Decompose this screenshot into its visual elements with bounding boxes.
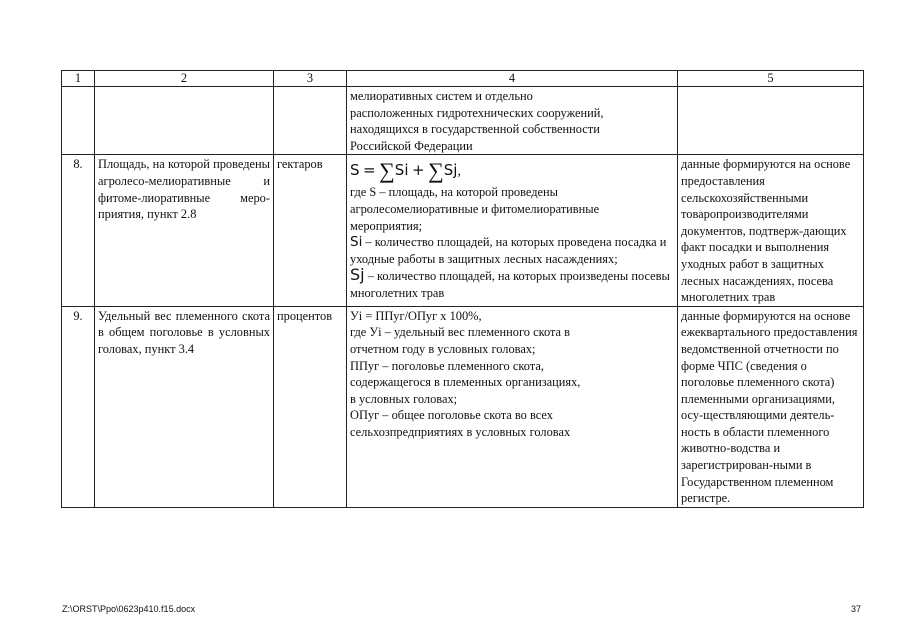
empty-cell xyxy=(274,87,347,155)
text-line: расположенных гидротехнических сооружений, xyxy=(350,105,604,120)
table-row xyxy=(62,306,864,507)
text-line: в условных головах; xyxy=(350,391,458,406)
row-number: 8. xyxy=(62,155,95,306)
column-header: 1 xyxy=(62,71,95,87)
text-line: Уi = ППуг/ОПуг х 100%, xyxy=(350,308,482,323)
continuation-description xyxy=(347,87,678,155)
text-line: ОПуг – общее поголовье скота во всех xyxy=(350,408,553,423)
row-number: 9. xyxy=(62,306,95,507)
sj-definition: Sj – количество площадей, на которых произведены посевы многолетних трав xyxy=(350,265,670,300)
text-line: отчетном году в условных головах; xyxy=(350,341,536,356)
column-header: 2 xyxy=(95,71,274,87)
empty-cell xyxy=(95,87,274,155)
column-header: 4 xyxy=(347,71,678,87)
column-header: 5 xyxy=(678,71,864,87)
text-line: ППуг – поголовье племенного скота, xyxy=(350,358,544,373)
text-line: Российской Федерации xyxy=(350,138,473,153)
header-row xyxy=(62,71,864,87)
page-number: 37 xyxy=(850,604,861,614)
data-source: данные формируются на основе ежеквартального предоставления ведомственной отчетности по форме ЧПС (сведения о поголовье племенного скота) племенными организациями, осу-ществляющими деятель-ность в области племенного животно-водства и зарегистрирован-ными в Государственном племенном регистре. xyxy=(678,306,864,507)
calculation-cell xyxy=(347,306,678,507)
text-line: мелиоративных систем и отдельно xyxy=(350,89,533,103)
indicator-name: Площадь, на которой проведены агролесо-мелиоративные и фитоме-лиоративные меро-приятия, пункт 2.8 xyxy=(95,155,274,306)
footer-file-path: Z:\ORST\Ppo\0623p410.f15.docx xyxy=(62,604,196,614)
area-formula: S = ∑Si + ∑Sj, xyxy=(350,158,461,184)
si-definition: Si – количество площадей, на которых проведена посадка и уходные работы в защитных лесных насаждениях; xyxy=(350,234,667,266)
continuation-row xyxy=(62,87,864,155)
data-source: данные формируются на основе предоставления сельскохозяйственными товаропроизводителями документов, подтверж-дающих факт посадки и выполнения уходных работ в защитных лесных насаждениях, посева многолетних трав xyxy=(678,155,864,306)
calculation-cell xyxy=(347,155,678,306)
indicator-name: Удельный вес племенного скота в общем поголовье в условных головах, пункт 3.4 xyxy=(95,306,274,507)
text-line: находящихся в государственной собственности xyxy=(350,122,600,137)
unit-cell: процентов xyxy=(274,306,347,507)
unit-cell: гектаров xyxy=(274,155,347,306)
text-line: содержащегося в племенных организациях, xyxy=(350,375,581,390)
column-header: 3 xyxy=(274,71,347,87)
s-definition: где S – площадь, на которой проведены агролесомелиоративные и фитомелиоративные мероприятия; xyxy=(350,185,600,233)
table-row xyxy=(62,155,864,306)
empty-cell xyxy=(678,87,864,155)
text-line: сельхозпредприятиях в условных головах xyxy=(350,424,571,439)
document-table xyxy=(61,70,864,508)
empty-cell xyxy=(62,87,95,155)
text-line: где Уi – удельный вес племенного скота в xyxy=(350,325,571,340)
